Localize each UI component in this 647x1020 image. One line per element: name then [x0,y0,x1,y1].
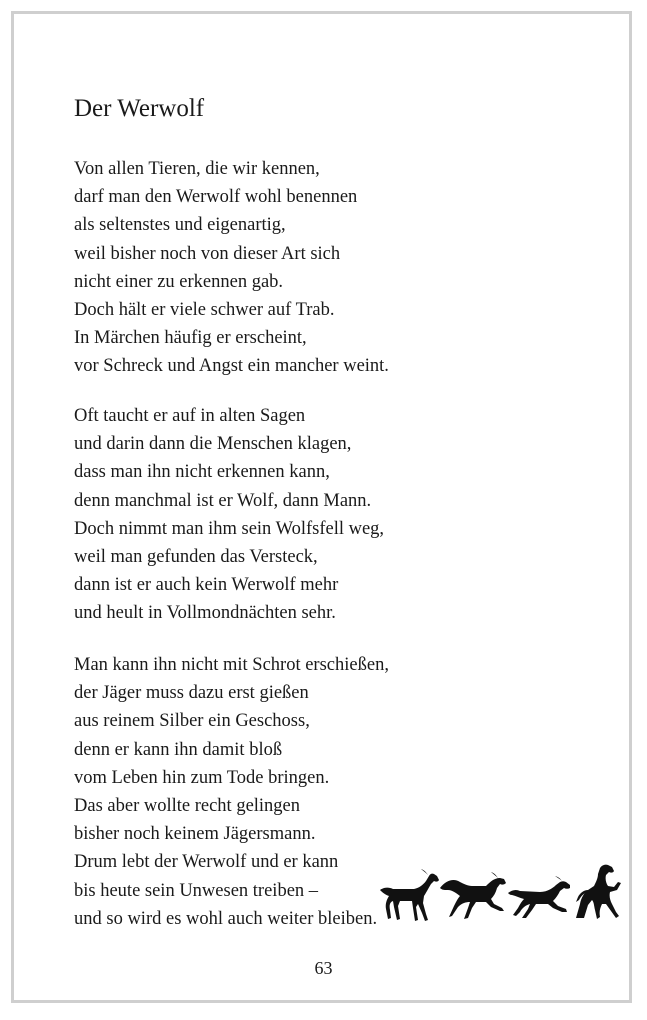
verse-line: Von allen Tieren, die wir kennen, [74,159,320,179]
verse-line: der Jäger muss dazu erst gießen [74,683,309,704]
poem-title: Der Werwolf [74,95,205,122]
horse-running-icon [508,876,570,918]
verse-line: Doch hält er viele schwer auf Trab. [74,300,335,321]
verse-line: dann ist er auch kein Werwolf mehr [74,575,339,596]
verse-line: In Märchen häufig er erscheint, [74,328,307,349]
stanza-1 [74,155,389,381]
verse-line: darf man den Werwolf wohl benennen [74,187,358,208]
stanza-3 [74,651,389,933]
verse-line: Drum lebt der Werwolf und er kann [74,852,339,873]
horse-standing-icon [380,869,439,921]
verse-line: vom Leben hin zum Tode bringen. [74,767,330,788]
verse-line: bisher noch keinem Jägersmann. [74,824,316,845]
page-number: 63 [314,958,333,978]
verse-line: Doch nimmt man ihm sein Wolfsfell weg, [74,518,385,539]
verse-line: dass man ihn nicht erkennen kann, [74,462,330,483]
verse-line: aus reinem Silber ein Geschoss, [74,711,310,732]
verse-line: weil bisher noch von dieser Art sich [74,243,341,264]
verse-line: und darin dann die Menschen klagen, [74,434,352,455]
verse-line: denn manchmal ist er Wolf, dann Mann. [74,490,372,511]
horse-galloping-icon [440,872,506,919]
verse-line: bis heute sein Unwesen treiben – [74,880,319,901]
verse-line: nicht einer zu erkennen gab. [74,271,284,292]
horse-rearing-icon [576,865,621,919]
verse-line: Oft taucht er auf in alten Sagen [74,406,306,426]
verse-line: denn er kann ihn damit bloß [74,739,283,760]
verse-line: und so wird es wohl auch weiter bleiben. [74,908,378,929]
verse-line: vor Schreck und Angst ein mancher weint. [74,356,389,377]
verse-line: Man kann ihn nicht mit Schrot erschießen, [74,655,389,675]
verse-line: weil man gefunden das Versteck, [74,547,318,568]
stanza-2 [74,402,384,628]
horse-silhouettes-icon [376,860,622,926]
verse-line: und heult in Vollmondnächten sehr. [74,603,336,624]
verse-line: als seltenstes und eigenartig, [74,215,286,236]
verse-line: Das aber wollte recht gelingen [74,796,301,817]
